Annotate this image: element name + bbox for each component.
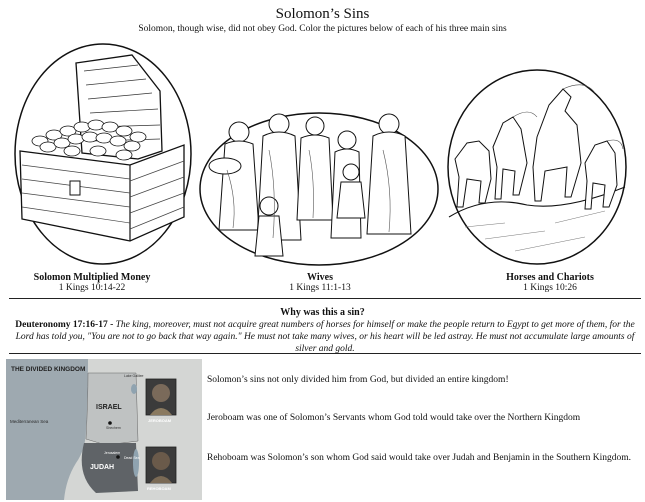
map-king-jeroboam: JEROBOAM <box>148 418 172 423</box>
divided-kingdom-map <box>6 359 202 500</box>
treasure-chest-illustration <box>12 41 194 267</box>
paragraph-jeroboam: Jeroboam was one of Solomon’s Servants whom God told would take over the Northern Kingdom <box>207 413 581 423</box>
sin-name: Horses and Chariots <box>506 272 594 283</box>
page-subtitle: Solomon, though wise, did not obey God. Color the pictures below of each of his three main sins <box>138 24 507 34</box>
wives-and-children-illustration <box>197 110 441 268</box>
sin-caption-money <box>4 272 180 293</box>
map-israel-label: ISRAEL <box>96 404 122 411</box>
divider-bottom <box>9 353 641 354</box>
sin-reference: 1 Kings 11:1-13 <box>289 283 351 293</box>
map-title: THE DIVIDED KINGDOM <box>11 366 86 373</box>
sin-name: Wives <box>307 272 333 283</box>
sin-reference: 1 Kings 10:26 <box>523 283 577 293</box>
map-judah-label: JUDAH <box>90 464 115 471</box>
sin-name: Solomon Multiplied Money <box>33 272 151 283</box>
sin-caption-wives <box>230 272 410 293</box>
page-title: Solomon’s Sins <box>275 6 370 22</box>
paragraph-rehoboam: Rehoboam was Solomon’s son whom God said would take over Judah and Benjamin in the Southern Kingdom. <box>207 453 632 463</box>
map-king-rehoboam: REHOBOAM <box>147 486 171 491</box>
verse-reference: Deuteronomy 17:16-17 - <box>15 320 116 330</box>
sin-caption-horses <box>462 272 638 293</box>
paragraph-divided: Solomon’s sins not only divided him from God, but divided an entire kingdom! <box>207 375 509 385</box>
scripture-verse <box>9 319 641 355</box>
sin-reference: 1 Kings 10:14-22 <box>58 283 126 293</box>
map-city-dead-sea: Dead Sea <box>124 456 140 460</box>
verse-text: The king, moreover, must not acquire great numbers of horses for himself or make the people return to Egypt to get more of them, for the Lord has told you, "You are not to go back that way again." He must not take many wives, or his heart will be led astray. He must not accumulate large amounts of silver and gold. <box>15 320 635 354</box>
divider-top <box>9 298 641 299</box>
question-heading: Why was this a sin? <box>280 307 365 318</box>
map-city-lake-galilee: Lake Galilee <box>124 374 144 378</box>
horses-illustration <box>445 67 629 267</box>
map-city-jerusalem: Jerusalem <box>104 451 121 455</box>
map-city-shechem: Shechem <box>106 426 121 430</box>
map-sea-label: Mediterranean Sea <box>10 419 49 424</box>
